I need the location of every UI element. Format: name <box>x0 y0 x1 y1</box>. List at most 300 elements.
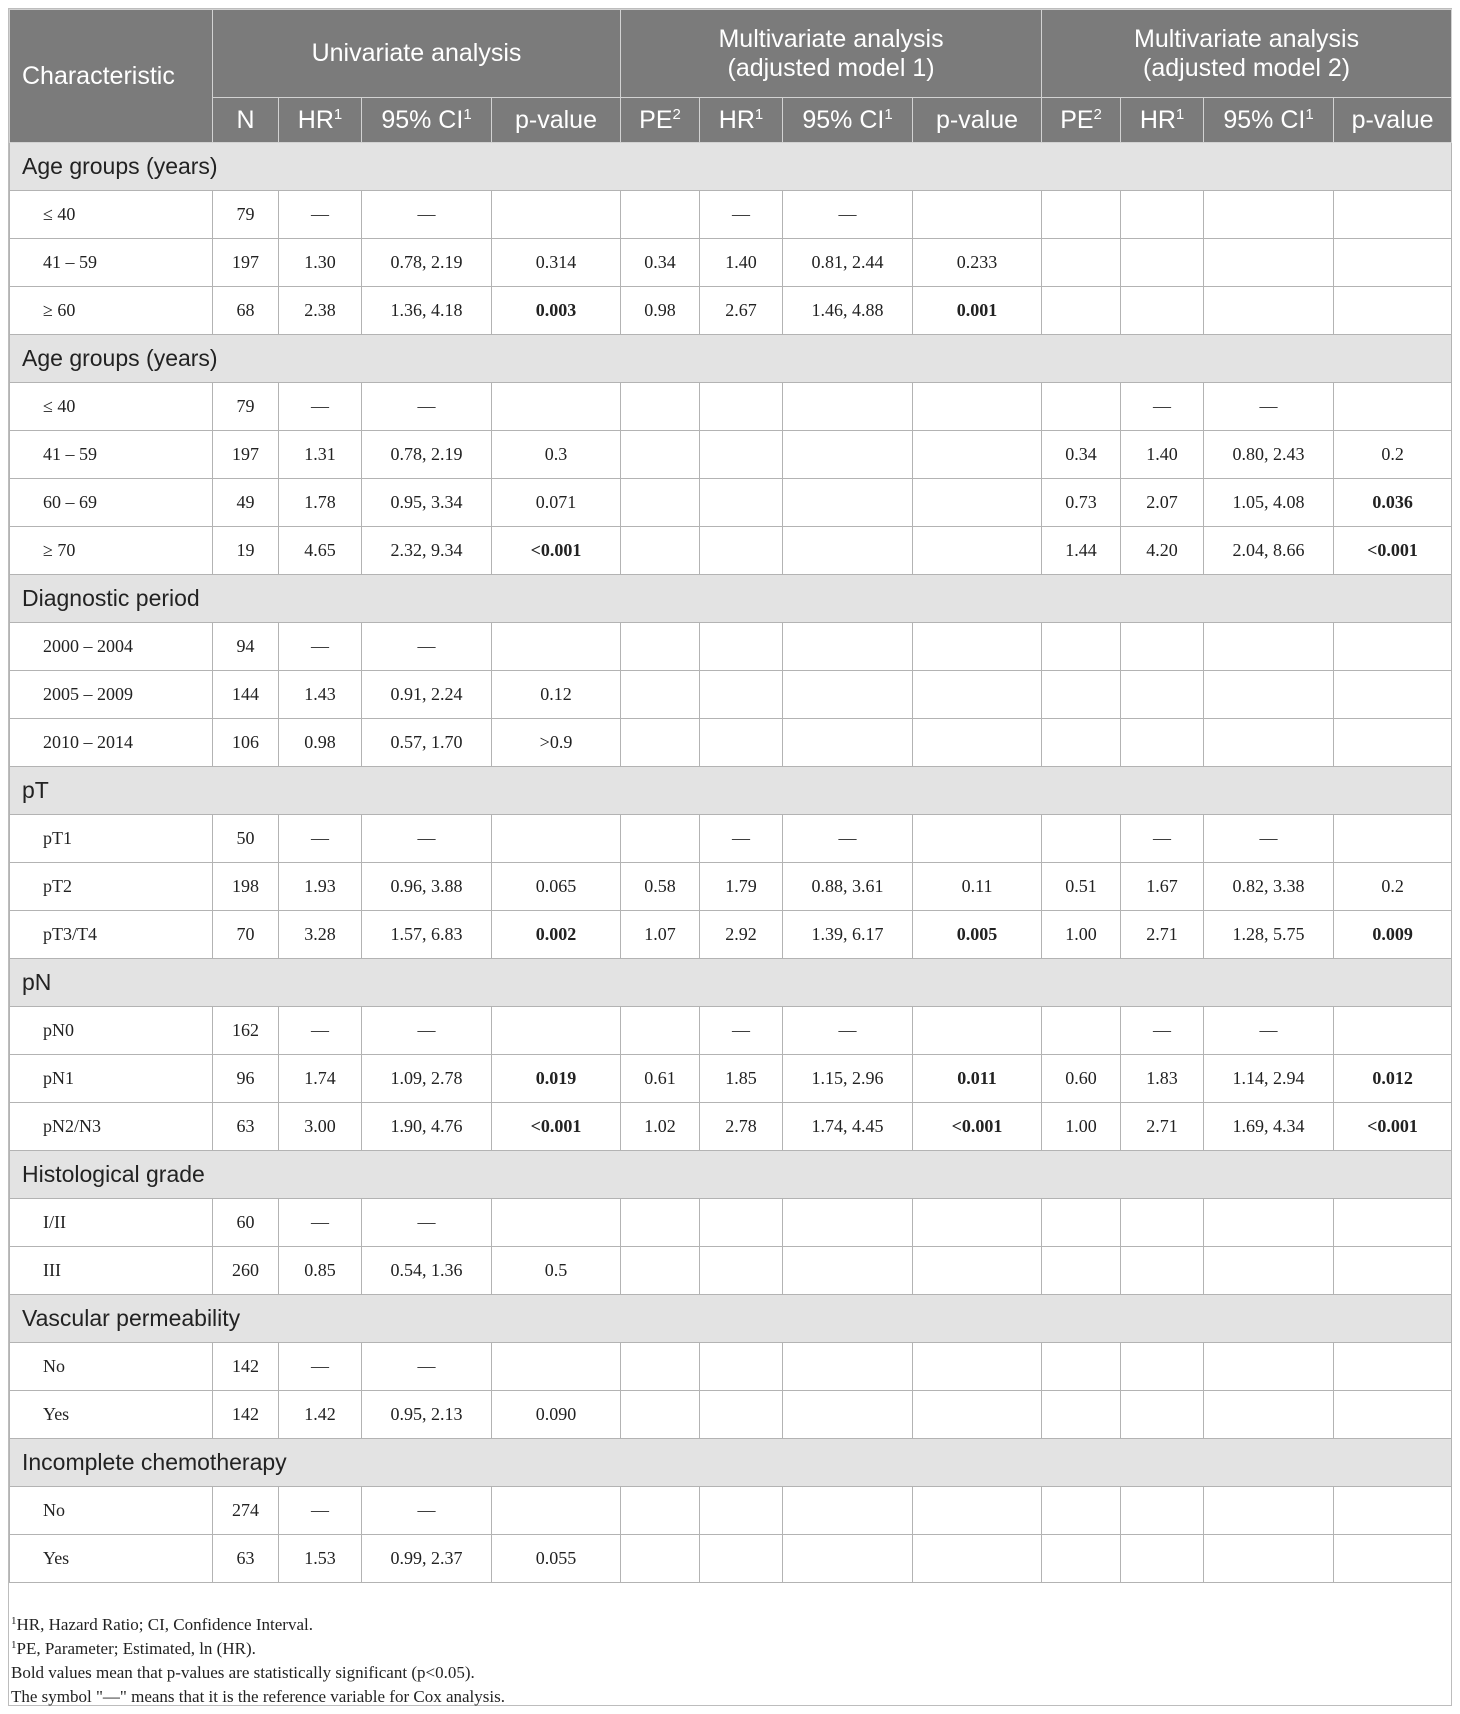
table-cell <box>913 623 1042 671</box>
table-cell: 0.98 <box>279 719 362 767</box>
table-row <box>10 863 1452 911</box>
table-row <box>10 815 1452 863</box>
table-figure <box>8 8 1452 1706</box>
table-row <box>10 719 1452 767</box>
table-cell <box>700 1535 783 1583</box>
table-cell: 142 <box>213 1391 279 1439</box>
characteristic-header: Characteristic <box>10 10 213 143</box>
table-cell: — <box>362 1343 492 1391</box>
table-cell <box>783 479 913 527</box>
table-cell <box>913 719 1042 767</box>
table-cell: 0.85 <box>279 1247 362 1295</box>
row-label: pN1 <box>10 1055 213 1103</box>
table-cell: 0.91, 2.24 <box>362 671 492 719</box>
column-header-4: p-value <box>492 98 621 143</box>
table-cell: 0.54, 1.36 <box>362 1247 492 1295</box>
table-cell: — <box>279 1487 362 1535</box>
table-cell: 2.32, 9.34 <box>362 527 492 575</box>
table-cell: <0.001 <box>492 527 621 575</box>
table-row <box>10 911 1452 959</box>
table-row <box>10 239 1452 287</box>
group-header-model-1: Multivariate analysis (adjusted model 1) <box>621 10 1042 98</box>
table-cell <box>1042 815 1121 863</box>
table-cell: 4.65 <box>279 527 362 575</box>
table-cell <box>1042 383 1121 431</box>
table-cell: — <box>783 1007 913 1055</box>
table-cell: 0.012 <box>1334 1055 1452 1103</box>
section-header <box>10 959 1452 1007</box>
table-cell: 0.065 <box>492 863 621 911</box>
table-cell: 96 <box>213 1055 279 1103</box>
table-cell <box>1121 1247 1204 1295</box>
row-label: Yes <box>10 1391 213 1439</box>
table-cell <box>1204 1391 1334 1439</box>
table-cell <box>913 1247 1042 1295</box>
table-cell <box>783 1247 913 1295</box>
table-cell <box>1042 191 1121 239</box>
table-cell <box>1042 1391 1121 1439</box>
table-row <box>10 623 1452 671</box>
column-header-5: $PE^2$ <box>621 98 700 143</box>
table-cell: — <box>362 1007 492 1055</box>
table-cell: 60 <box>213 1199 279 1247</box>
table-cell: — <box>279 1343 362 1391</box>
section-title: Diagnostic period <box>10 575 1452 623</box>
table-cell: — <box>362 383 492 431</box>
table-cell <box>1121 671 1204 719</box>
table-cell <box>1042 1199 1121 1247</box>
table-cell: 274 <box>213 1487 279 1535</box>
table-row <box>10 1247 1452 1295</box>
row-label: 2010 – 2014 <box>10 719 213 767</box>
table-cell <box>1042 671 1121 719</box>
table-cell: — <box>279 1007 362 1055</box>
table-cell: 0.73 <box>1042 479 1121 527</box>
row-label: I/II <box>10 1199 213 1247</box>
table-cell <box>700 623 783 671</box>
table-cell <box>1042 1535 1121 1583</box>
table-cell <box>621 527 700 575</box>
table-cell: 0.12 <box>492 671 621 719</box>
table-cell <box>783 623 913 671</box>
table-cell <box>1042 1007 1121 1055</box>
table-cell: 162 <box>213 1007 279 1055</box>
table-cell: 1.40 <box>700 239 783 287</box>
cox-regression-table <box>9 9 1452 1583</box>
column-header-10: $HR^1$ <box>1121 98 1204 143</box>
table-cell <box>783 1391 913 1439</box>
section-header <box>10 1295 1452 1343</box>
section-title: Incomplete chemotherapy <box>10 1439 1452 1487</box>
table-cell: 0.34 <box>1042 431 1121 479</box>
table-cell <box>783 671 913 719</box>
table-cell: 2.71 <box>1121 1103 1204 1151</box>
column-header-6: $HR^1$ <box>700 98 783 143</box>
table-cell <box>1121 1535 1204 1583</box>
table-cell <box>1121 287 1204 335</box>
table-cell: — <box>1204 1007 1334 1055</box>
table-cell <box>621 383 700 431</box>
row-label: pN0 <box>10 1007 213 1055</box>
table-cell: 0.51 <box>1042 863 1121 911</box>
table-cell <box>492 383 621 431</box>
table-cell: 2.04, 8.66 <box>1204 527 1334 575</box>
table-cell <box>1334 239 1452 287</box>
table-row <box>10 287 1452 335</box>
row-label: 41 – 59 <box>10 239 213 287</box>
table-cell: 1.30 <box>279 239 362 287</box>
table-cell: — <box>700 191 783 239</box>
table-cell: 2.92 <box>700 911 783 959</box>
table-cell: 0.61 <box>621 1055 700 1103</box>
table-cell <box>913 1535 1042 1583</box>
table-cell <box>621 479 700 527</box>
table-cell: 0.2 <box>1334 863 1452 911</box>
table-cell: 0.95, 3.34 <box>362 479 492 527</box>
column-header-7: 95% $CI^1$ <box>783 98 913 143</box>
table-cell: 1.93 <box>279 863 362 911</box>
table-cell: 0.055 <box>492 1535 621 1583</box>
section-title: pN <box>10 959 1452 1007</box>
table-cell <box>1121 1391 1204 1439</box>
table-cell <box>1204 287 1334 335</box>
table-cell <box>1334 1535 1452 1583</box>
table-cell: 0.81, 2.44 <box>783 239 913 287</box>
column-header-3: 95% $CI^1$ <box>362 98 492 143</box>
section-header <box>10 335 1452 383</box>
table-cell: 0.001 <box>913 287 1042 335</box>
row-label: 41 – 59 <box>10 431 213 479</box>
column-header-8: p-value <box>913 98 1042 143</box>
table-cell: 0.57, 1.70 <box>362 719 492 767</box>
column-header-1: N <box>213 98 279 143</box>
table-cell <box>1042 623 1121 671</box>
row-label: pT2 <box>10 863 213 911</box>
table-cell: 1.69, 4.34 <box>1204 1103 1334 1151</box>
column-header-row <box>10 98 1452 143</box>
table-cell: 1.83 <box>1121 1055 1204 1103</box>
table-cell: 0.5 <box>492 1247 621 1295</box>
table-cell <box>1204 1343 1334 1391</box>
table-cell: 198 <box>213 863 279 911</box>
section-header <box>10 143 1452 191</box>
section-title: Histological grade <box>10 1151 1452 1199</box>
table-cell: 0.3 <box>492 431 621 479</box>
table-cell: 0.58 <box>621 863 700 911</box>
table-cell <box>913 431 1042 479</box>
table-cell: 0.11 <box>913 863 1042 911</box>
table-cell <box>913 671 1042 719</box>
table-cell: — <box>783 815 913 863</box>
table-row <box>10 1535 1452 1583</box>
table-cell <box>1334 623 1452 671</box>
table-cell <box>1042 239 1121 287</box>
footnotes <box>9 1613 1451 1709</box>
table-cell <box>700 1247 783 1295</box>
table-cell: 3.00 <box>279 1103 362 1151</box>
table-cell <box>913 527 1042 575</box>
table-cell: 0.314 <box>492 239 621 287</box>
row-label: ≤ 40 <box>10 383 213 431</box>
table-cell <box>783 1535 913 1583</box>
table-cell: <0.001 <box>1334 527 1452 575</box>
table-cell: 0.60 <box>1042 1055 1121 1103</box>
table-cell <box>492 191 621 239</box>
section-header <box>10 1439 1452 1487</box>
table-cell: — <box>279 191 362 239</box>
table-cell: 1.46, 4.88 <box>783 287 913 335</box>
row-label: pN2/N3 <box>10 1103 213 1151</box>
table-cell: 1.43 <box>279 671 362 719</box>
table-cell <box>700 1487 783 1535</box>
table-cell <box>783 719 913 767</box>
footnote: Bold values mean that p-values are statistically significant (p<0.05). <box>11 1663 475 1682</box>
table-cell <box>1334 191 1452 239</box>
table-cell: <0.001 <box>492 1103 621 1151</box>
table-cell: 68 <box>213 287 279 335</box>
table-cell: 1.90, 4.76 <box>362 1103 492 1151</box>
table-row <box>10 1103 1452 1151</box>
table-cell: 1.67 <box>1121 863 1204 911</box>
table-cell <box>1121 191 1204 239</box>
section-title: Age groups (years) <box>10 335 1452 383</box>
table-cell <box>621 1007 700 1055</box>
table-cell <box>783 1199 913 1247</box>
table-cell <box>1121 1343 1204 1391</box>
table-cell: 0.005 <box>913 911 1042 959</box>
row-label: ≤ 40 <box>10 191 213 239</box>
table-cell: 0.233 <box>913 239 1042 287</box>
table-cell <box>783 431 913 479</box>
table-cell: 94 <box>213 623 279 671</box>
table-cell: 1.57, 6.83 <box>362 911 492 959</box>
table-cell: 0.95, 2.13 <box>362 1391 492 1439</box>
table-cell: 0.78, 2.19 <box>362 431 492 479</box>
table-cell: 1.28, 5.75 <box>1204 911 1334 959</box>
group-header-model-2: Multivariate analysis (adjusted model 2) <box>1042 10 1452 98</box>
table-cell: 0.011 <box>913 1055 1042 1103</box>
column-header-2: $HR^1$ <box>279 98 362 143</box>
table-cell: 49 <box>213 479 279 527</box>
table-cell <box>1042 1247 1121 1295</box>
section-title: Vascular permeability <box>10 1295 1452 1343</box>
table-cell <box>621 431 700 479</box>
table-cell: 0.80, 2.43 <box>1204 431 1334 479</box>
table-cell: 0.99, 2.37 <box>362 1535 492 1583</box>
table-cell: 1.15, 2.96 <box>783 1055 913 1103</box>
table-cell: 1.44 <box>1042 527 1121 575</box>
table-cell: 1.74 <box>279 1055 362 1103</box>
table-cell: 1.42 <box>279 1391 362 1439</box>
row-label: No <box>10 1343 213 1391</box>
table-cell: 2.78 <box>700 1103 783 1151</box>
table-cell: 0.009 <box>1334 911 1452 959</box>
table-row <box>10 479 1452 527</box>
table-cell <box>1204 671 1334 719</box>
table-cell: 0.96, 3.88 <box>362 863 492 911</box>
table-cell: 197 <box>213 431 279 479</box>
table-cell: 3.28 <box>279 911 362 959</box>
table-cell <box>1042 287 1121 335</box>
row-label: Yes <box>10 1535 213 1583</box>
table-cell: — <box>1204 815 1334 863</box>
table-cell <box>1334 719 1452 767</box>
table-cell <box>492 1343 621 1391</box>
table-cell: 0.82, 3.38 <box>1204 863 1334 911</box>
table-cell: 4.20 <box>1121 527 1204 575</box>
row-label: pT1 <box>10 815 213 863</box>
table-cell <box>1042 1343 1121 1391</box>
table-cell: 1.02 <box>621 1103 700 1151</box>
column-header-12: p-value <box>1334 98 1452 143</box>
table-cell: 1.85 <box>700 1055 783 1103</box>
table-row <box>10 1391 1452 1439</box>
table-cell: 0.036 <box>1334 479 1452 527</box>
table-cell <box>1334 383 1452 431</box>
table-cell <box>783 1487 913 1535</box>
table-cell: 50 <box>213 815 279 863</box>
table-cell <box>621 1535 700 1583</box>
table-cell <box>1334 1487 1452 1535</box>
table-cell <box>492 623 621 671</box>
table-cell <box>783 1343 913 1391</box>
table-cell: — <box>279 815 362 863</box>
table-cell <box>492 1199 621 1247</box>
table-cell <box>492 815 621 863</box>
table-cell <box>621 671 700 719</box>
table-cell: 106 <box>213 719 279 767</box>
table-cell <box>783 527 913 575</box>
table-row <box>10 1055 1452 1103</box>
table-cell: — <box>362 815 492 863</box>
section-title: Age groups (years) <box>10 143 1452 191</box>
table-row <box>10 1007 1452 1055</box>
table-row <box>10 1199 1452 1247</box>
table-cell <box>913 191 1042 239</box>
table-cell <box>621 1391 700 1439</box>
table-cell <box>1204 1487 1334 1535</box>
table-cell: 142 <box>213 1343 279 1391</box>
table-cell: — <box>362 1487 492 1535</box>
table-cell <box>913 383 1042 431</box>
table-cell: 0.98 <box>621 287 700 335</box>
table-cell <box>492 1487 621 1535</box>
table-cell: 1.53 <box>279 1535 362 1583</box>
table-cell: 79 <box>213 191 279 239</box>
table-cell: — <box>700 1007 783 1055</box>
table-cell <box>621 623 700 671</box>
table-cell <box>1121 623 1204 671</box>
table-cell: 1.79 <box>700 863 783 911</box>
table-cell <box>700 383 783 431</box>
table-cell <box>1121 1487 1204 1535</box>
table-cell: 0.88, 3.61 <box>783 863 913 911</box>
table-cell <box>1204 719 1334 767</box>
table-cell: 2.71 <box>1121 911 1204 959</box>
table-cell: — <box>1121 383 1204 431</box>
footnote: $^1$HR, Hazard Ratio; CI, Confidence Interval. <box>11 1615 313 1634</box>
table-cell: — <box>700 815 783 863</box>
table-cell: <0.001 <box>913 1103 1042 1151</box>
table-cell: >0.9 <box>492 719 621 767</box>
section-header <box>10 1151 1452 1199</box>
table-cell <box>913 1343 1042 1391</box>
table-row <box>10 383 1452 431</box>
table-cell: 1.14, 2.94 <box>1204 1055 1334 1103</box>
table-cell <box>1042 719 1121 767</box>
table-cell <box>913 1487 1042 1535</box>
table-cell <box>1121 1199 1204 1247</box>
table-cell <box>783 383 913 431</box>
table-cell: 0.019 <box>492 1055 621 1103</box>
table-cell: — <box>783 191 913 239</box>
group-header-univariate: Univariate analysis <box>213 10 621 98</box>
table-cell: 79 <box>213 383 279 431</box>
footnote: $^1$PE, Parameter; Estimated, ln (HR). <box>11 1639 256 1658</box>
table-cell: 0.78, 2.19 <box>362 239 492 287</box>
table-cell: 1.74, 4.45 <box>783 1103 913 1151</box>
section-header <box>10 575 1452 623</box>
table-cell: 19 <box>213 527 279 575</box>
table-row <box>10 431 1452 479</box>
table-cell: 1.07 <box>621 911 700 959</box>
table-cell: 1.39, 6.17 <box>783 911 913 959</box>
table-cell <box>621 719 700 767</box>
row-label: ≥ 70 <box>10 527 213 575</box>
table-row <box>10 1343 1452 1391</box>
table-cell: 260 <box>213 1247 279 1295</box>
table-cell <box>621 1487 700 1535</box>
table-cell: 63 <box>213 1535 279 1583</box>
table-cell <box>1121 239 1204 287</box>
section-title: pT <box>10 767 1452 815</box>
table-cell <box>1334 287 1452 335</box>
table-cell: 0.071 <box>492 479 621 527</box>
table-cell: — <box>279 383 362 431</box>
table-cell: 0.090 <box>492 1391 621 1439</box>
table-cell: 1.78 <box>279 479 362 527</box>
table-cell: 1.05, 4.08 <box>1204 479 1334 527</box>
table-cell: — <box>1204 383 1334 431</box>
section-header <box>10 767 1452 815</box>
table-cell: 0.002 <box>492 911 621 959</box>
table-cell: 144 <box>213 671 279 719</box>
table-cell: 0.34 <box>621 239 700 287</box>
table-cell: — <box>279 623 362 671</box>
column-header-11: 95% $CI^1$ <box>1204 98 1334 143</box>
table-cell <box>1204 623 1334 671</box>
row-label: 2005 – 2009 <box>10 671 213 719</box>
table-cell <box>1121 719 1204 767</box>
table-cell <box>1334 1007 1452 1055</box>
table-cell: 0.003 <box>492 287 621 335</box>
table-cell <box>913 1199 1042 1247</box>
footnote: The symbol "—" means that it is the reference variable for Cox analysis. <box>11 1687 505 1706</box>
table-cell <box>700 671 783 719</box>
table-cell <box>1204 1247 1334 1295</box>
table-cell: 2.67 <box>700 287 783 335</box>
table-cell: 2.38 <box>279 287 362 335</box>
table-cell: — <box>362 191 492 239</box>
table-cell: <0.001 <box>1334 1103 1452 1151</box>
table-cell: — <box>362 1199 492 1247</box>
table-cell <box>1334 1247 1452 1295</box>
row-label: III <box>10 1247 213 1295</box>
table-cell: — <box>279 1199 362 1247</box>
table-cell: — <box>362 623 492 671</box>
table-cell: — <box>1121 815 1204 863</box>
table-cell <box>1204 1535 1334 1583</box>
